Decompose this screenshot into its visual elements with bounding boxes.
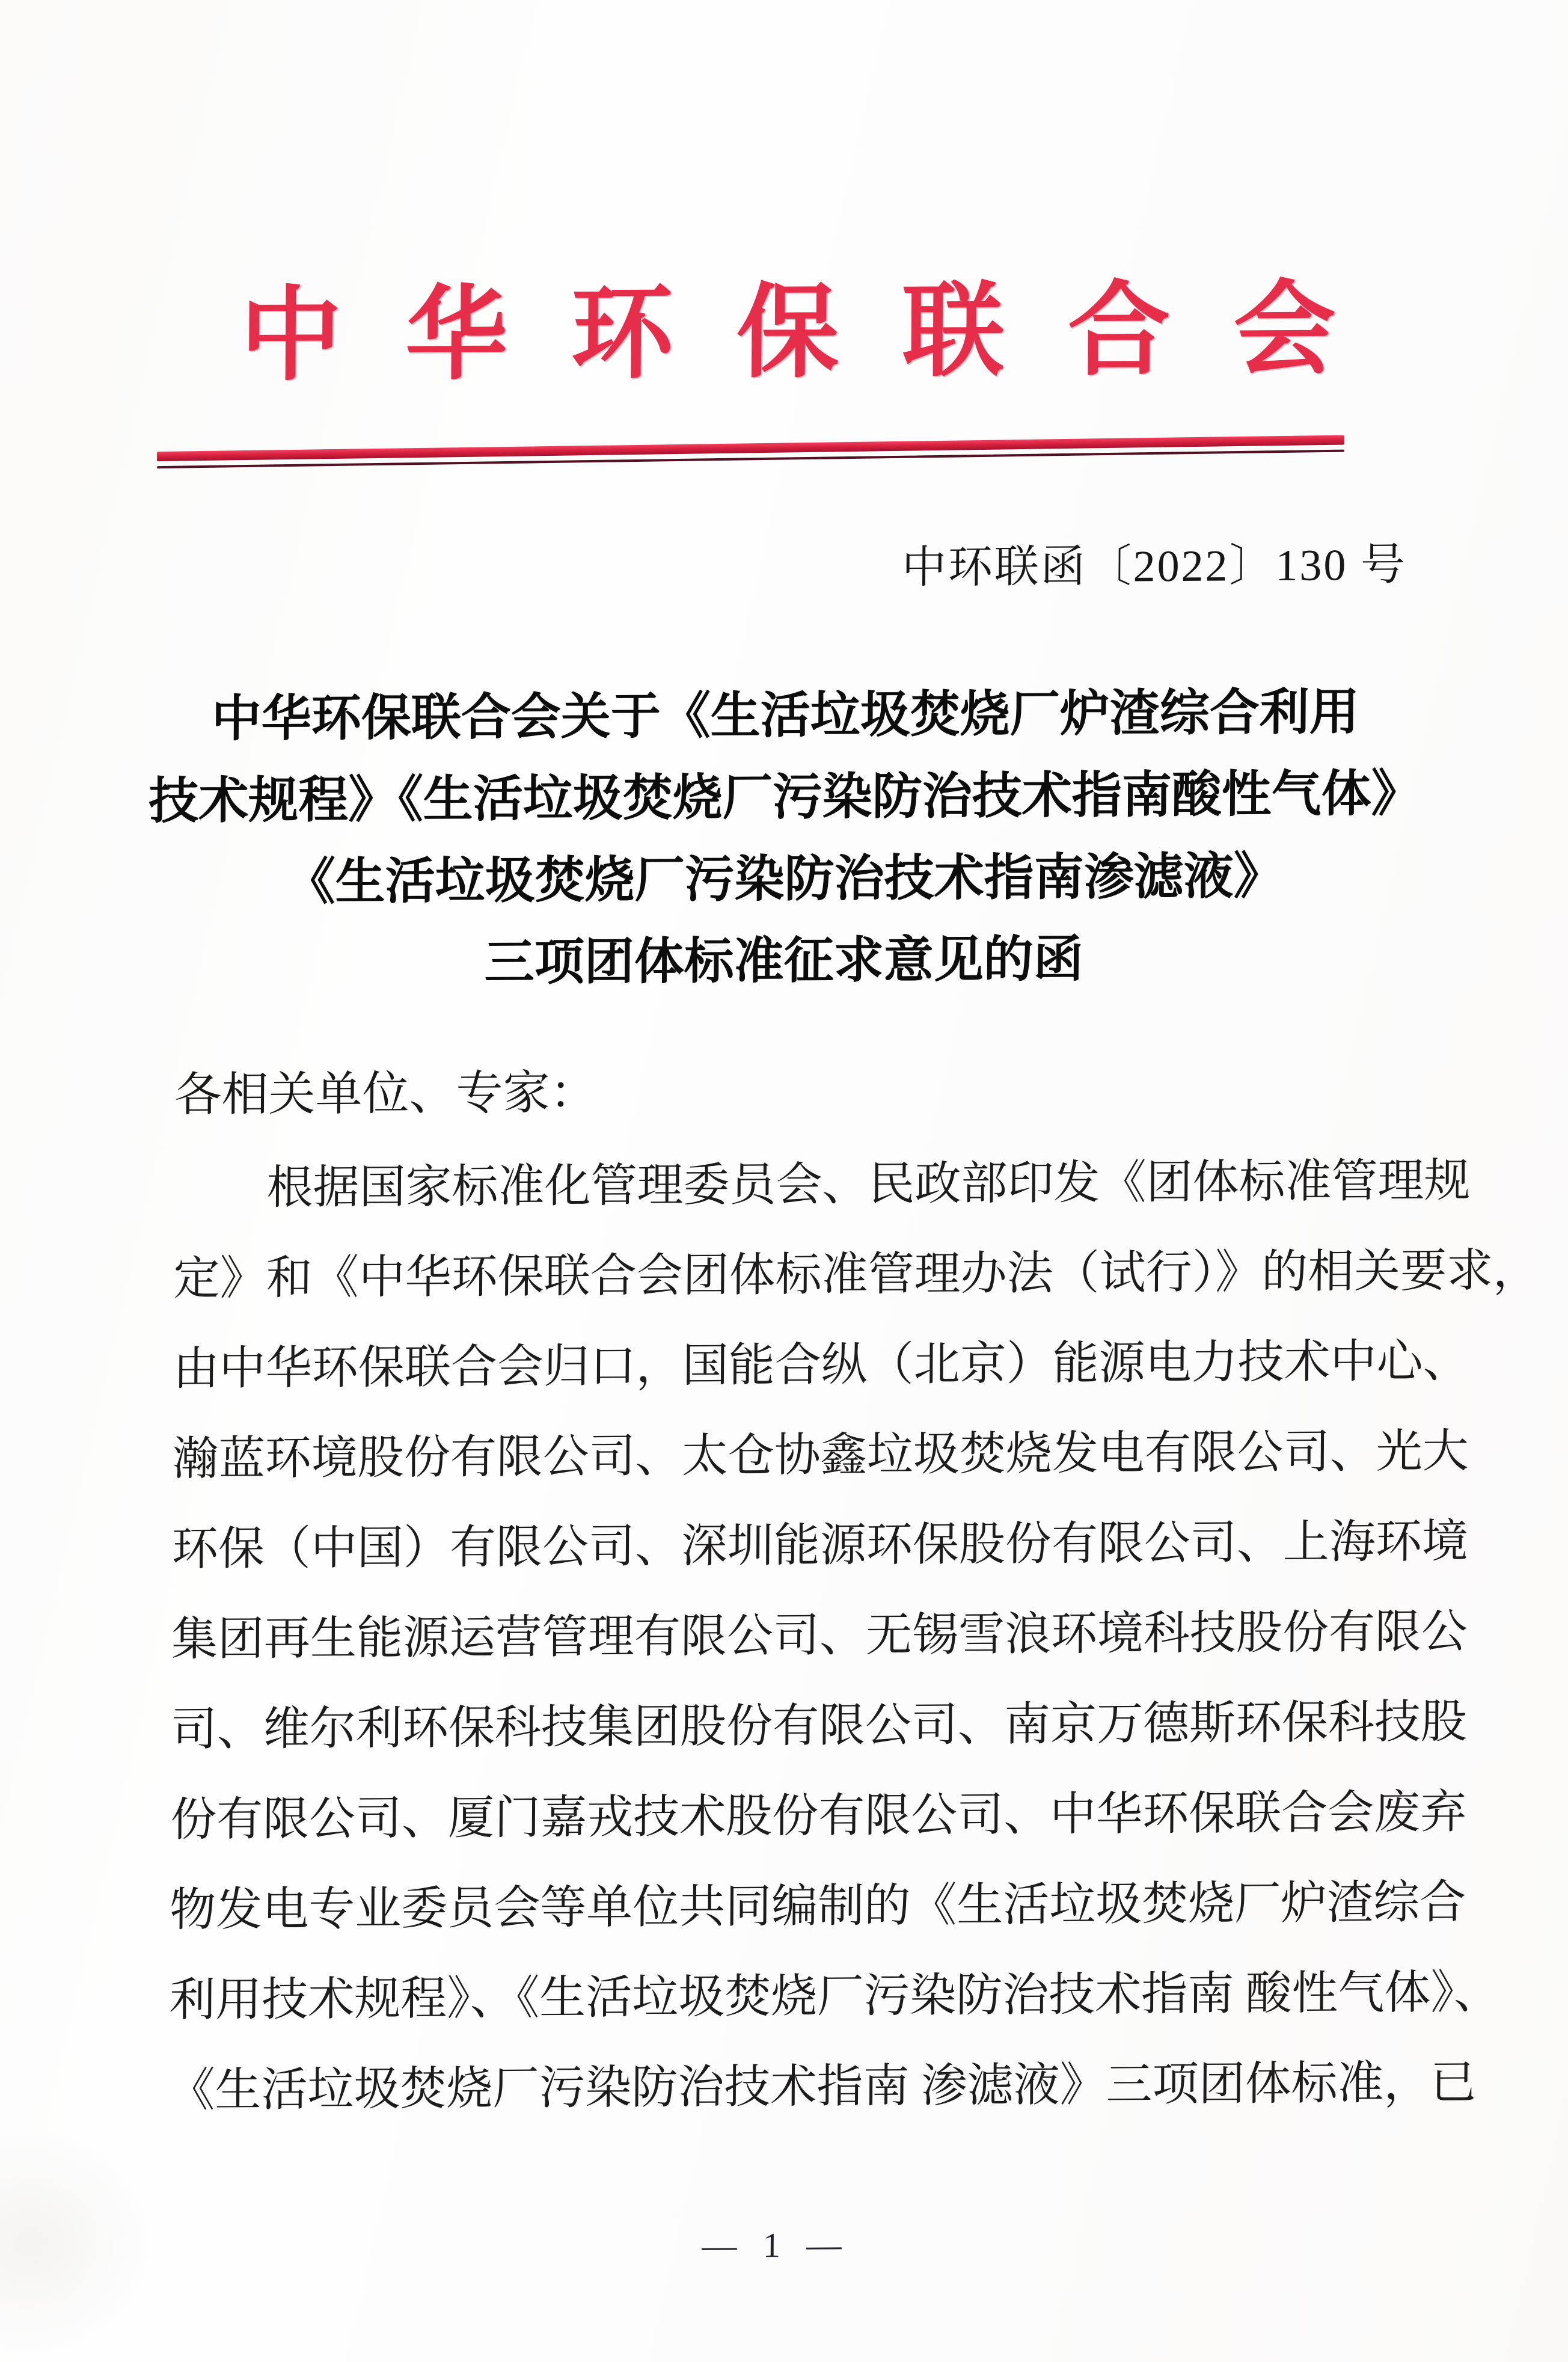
body-line: 份有限公司、厦门嘉戎技术股份有限公司、中华环保联合会废弃	[170, 1786, 1467, 1846]
body-line: 瀚蓝环境股份有限公司、太仓协鑫垃圾焚烧发电有限公司、光大	[172, 1425, 1469, 1485]
body-line: 根据国家标准化管理委员会、民政部印发《团体标准管理规	[266, 1155, 1471, 1214]
letterhead-rule	[157, 435, 1344, 469]
salutation: 各相关单位、专家：	[174, 1066, 597, 1121]
body-line: 物发电专业委员会等单位共同编制的《生活垃圾焚烧厂炉渣综合	[169, 1876, 1466, 1936]
page-number: — 1 —	[702, 2225, 851, 2265]
body-line: 集团再生能源运营管理有限公司、无锡雪浪环境科技股份有限公	[171, 1606, 1468, 1666]
org-name: 中华环保联合会	[239, 272, 1400, 393]
scan-artifact	[0, 2129, 156, 2357]
title-line: 三项团体标准征求意见的函	[484, 931, 1084, 991]
body-line: 《生活垃圾焚烧厂污染防治技术指南 渗滤液》三项团体标准，已	[168, 2056, 1477, 2117]
title-line: 中华环保联合会关于《生活垃圾焚烧厂炉渣综合利用	[211, 684, 1360, 747]
body-line: 由中华环保联合会归口，国能合纵（北京）能源电力技术中心、	[173, 1335, 1469, 1395]
body-line: 定》和《中华环保联合会团体标准管理办法（试行）》的相关要求，	[173, 1244, 1540, 1305]
title-line: 《生活垃圾焚烧厂污染防治技术指南渗滤液》	[285, 848, 1284, 910]
body-paragraph	[168, 1136, 1540, 2136]
body-line: 环保（中国）有限公司、深圳能源环保股份有限公司、上海环境	[171, 1515, 1469, 1575]
document-number: 中环联函〔2022〕130 号	[901, 540, 1407, 593]
title-line: 技术规程》《生活垃圾焚烧厂污染防治技术指南酸性气体》	[148, 765, 1422, 829]
document-title	[72, 670, 1497, 1006]
body-line: 司、维尔利环保科技集团股份有限公司、南京万德斯环保科技股	[170, 1696, 1468, 1756]
letterhead-title	[4, 267, 1568, 399]
body-line: 利用技术规程》、《生活垃圾焚烧厂污染防治技术指南 酸性气体》、	[169, 1966, 1501, 2026]
